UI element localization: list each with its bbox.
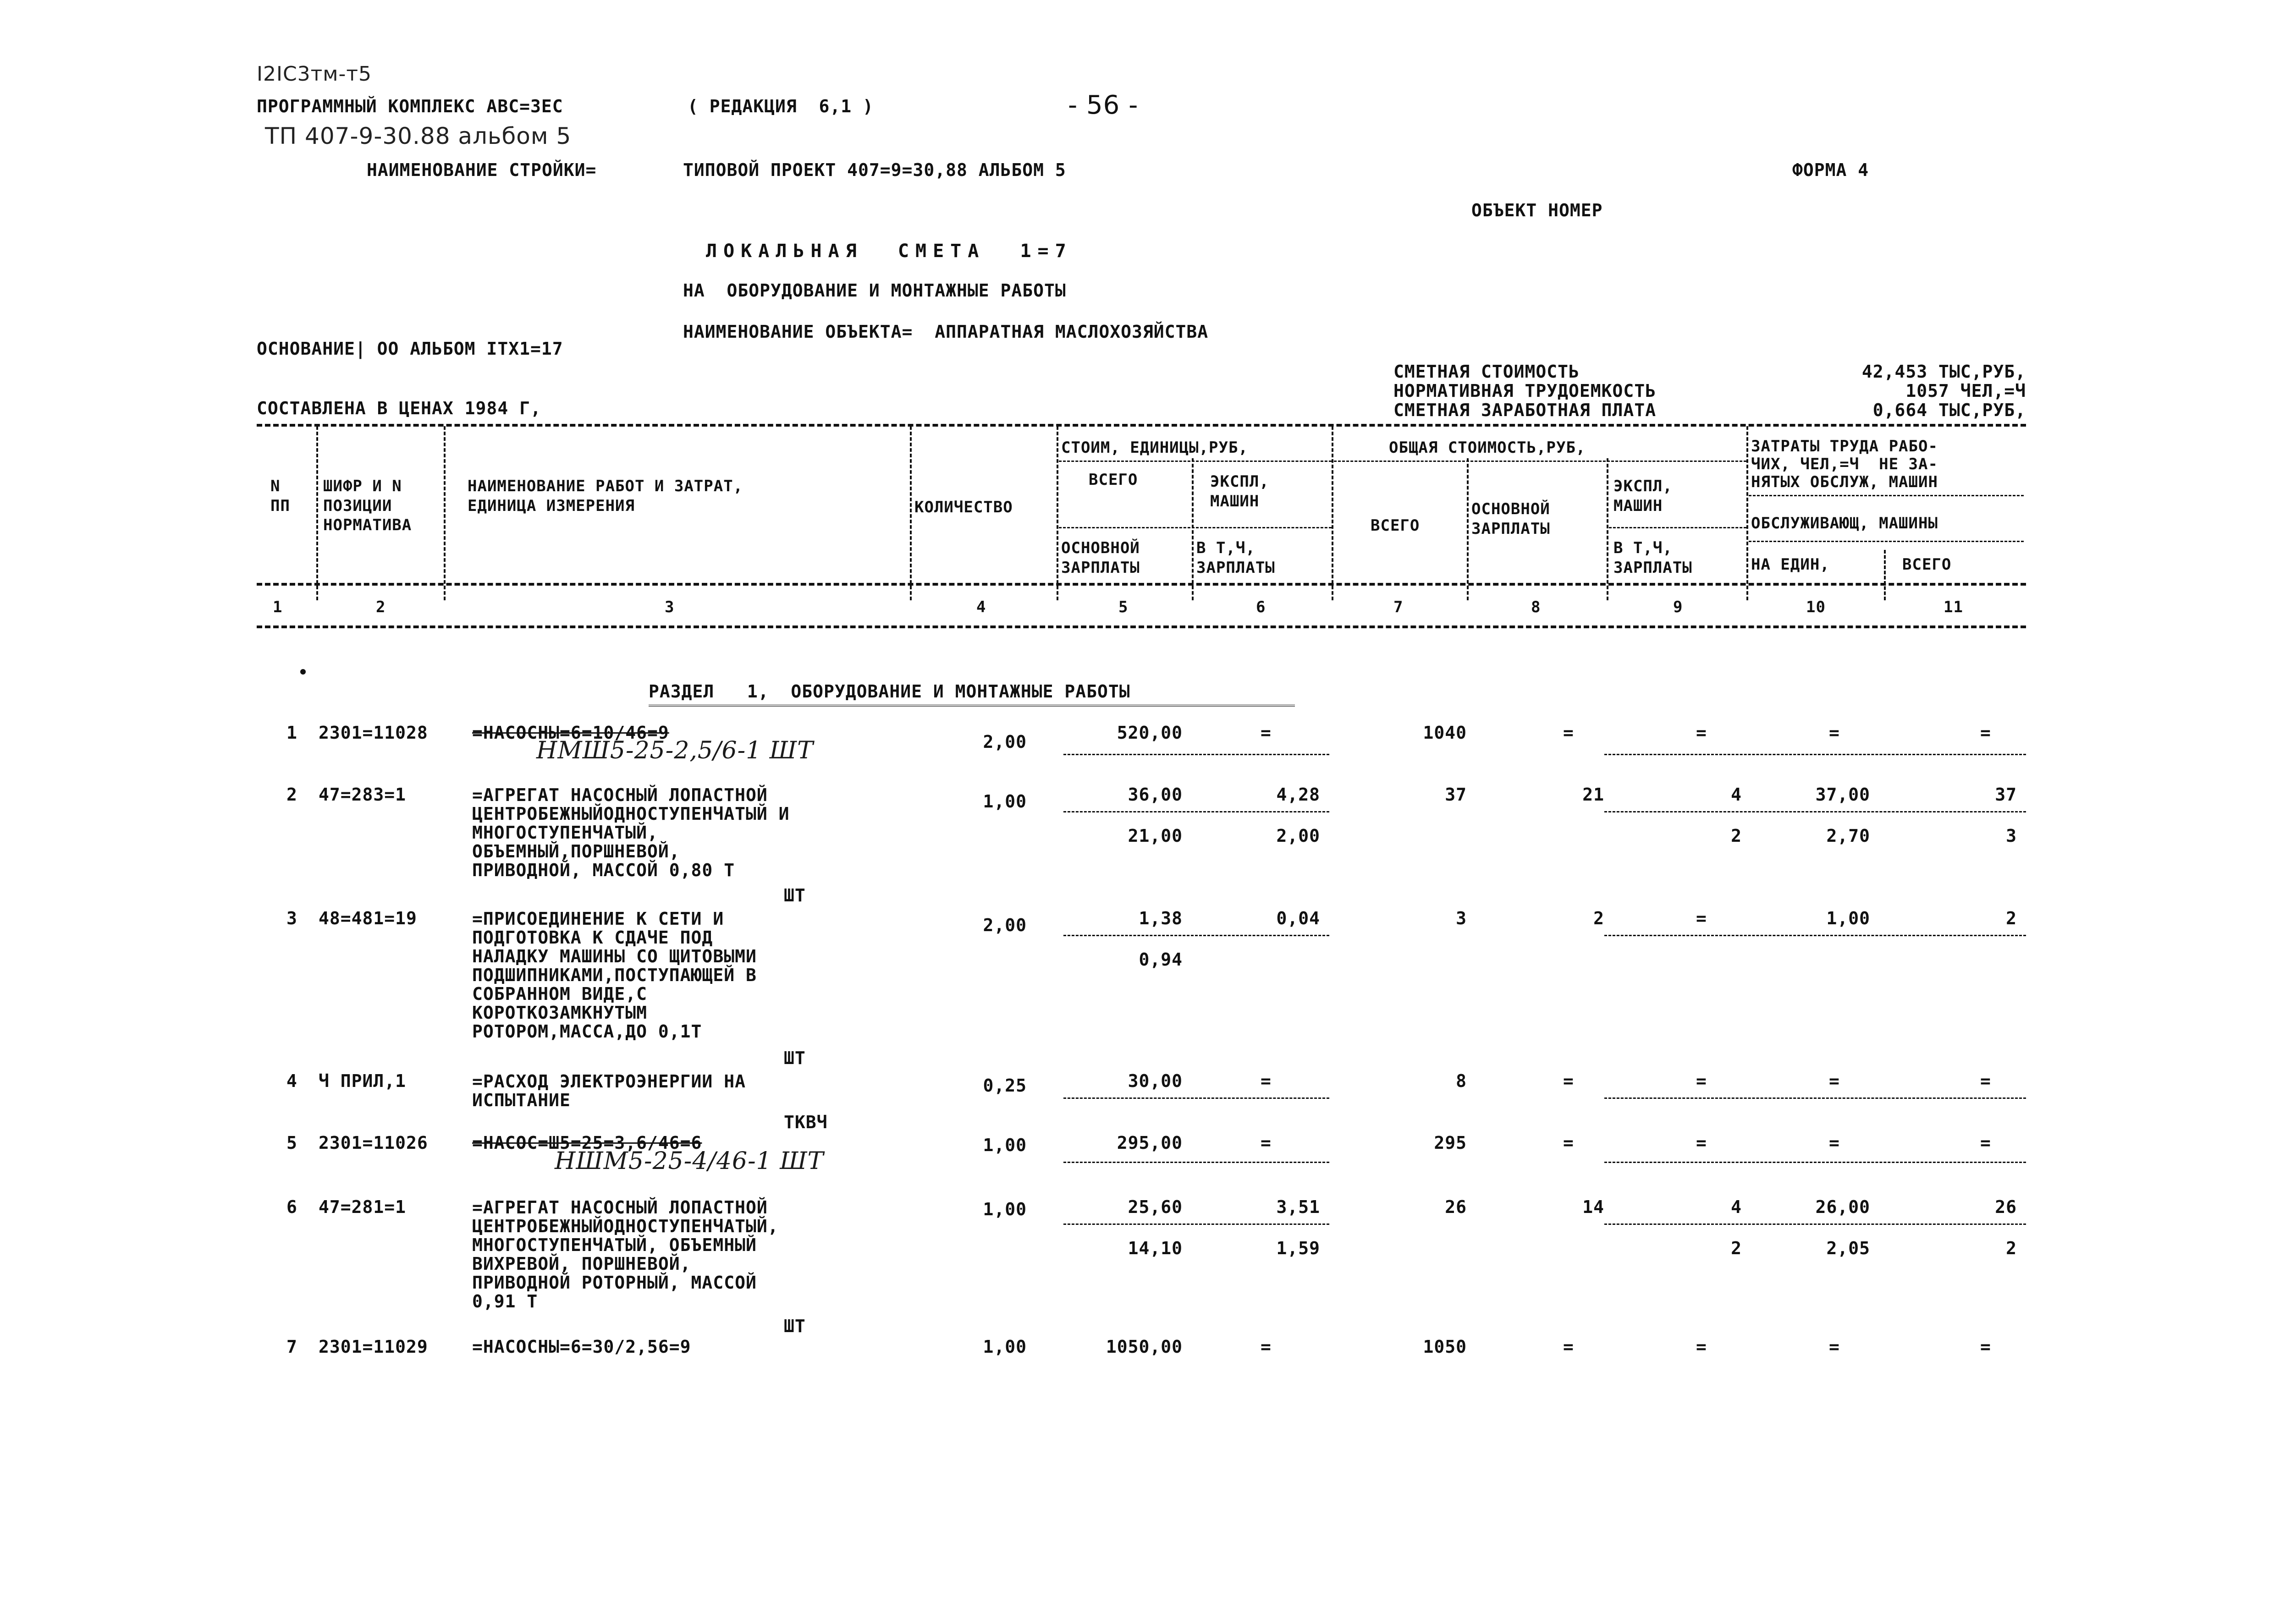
row-qty: 1,00 [983, 791, 1027, 812]
row-code: 2301=11028 [319, 723, 428, 743]
row-qty: 2,00 [983, 915, 1027, 935]
header-qty: КОЛИЧЕСТВО [914, 498, 1013, 516]
building-label: НАИМЕНОВАНИЕ СТРОЙКИ= [367, 160, 597, 180]
header-total-all: ВСЕГО [1371, 516, 1420, 535]
summary-label-salary: СМЕТНАЯ ЗАРАБОТНАЯ ПЛАТА [1393, 400, 1657, 420]
row-code: 47=281=1 [319, 1197, 407, 1217]
col-divider [1057, 426, 1058, 600]
colnum-bottom-border [257, 625, 2026, 628]
row-labor-total: 37 [1995, 785, 2017, 805]
row-total-salary: 2 [1593, 908, 1604, 928]
row-name: =НАСОСНЫ=6=10/46=9 [472, 723, 669, 743]
row-total-salary: = [1563, 1133, 1574, 1153]
col-divider [444, 426, 446, 600]
col-divider [1332, 426, 1333, 600]
summary-label-labor: НОРМАТИВНАЯ ТРУДОЕМКОСТЬ [1393, 381, 1657, 401]
row-total-salary: 14 [1582, 1197, 1604, 1217]
col-number: 7 [1393, 598, 1404, 616]
header-rule [1609, 527, 1746, 528]
row-labor-unit: 26,00 [1815, 1197, 1870, 1217]
header-unit-base-salary: ОСНОВНОЙ ЗАРПЛАТЫ [1061, 539, 1140, 577]
header-unit-expl: ЭКСПЛ, МАШИН [1210, 472, 1269, 510]
project-handwritten: ТП 407-9-30.88 альбом 5 [265, 123, 572, 149]
col-divider [1746, 426, 1748, 600]
header-rule [1334, 461, 1746, 462]
row-total-expl: 4 [1731, 785, 1742, 805]
row-separator [1604, 754, 2026, 755]
col-number: 9 [1673, 598, 1683, 616]
row-qty: 1,00 [983, 1337, 1027, 1357]
summary-label-cost: СМЕТНАЯ СТОИМОСТЬ [1393, 362, 1580, 382]
row-labor-total-machines: 3 [2006, 826, 2017, 846]
row-qty: 1,00 [983, 1199, 1027, 1219]
section-underline [649, 705, 1295, 707]
header-rule [1749, 495, 2024, 496]
row-labor-total: = [1980, 723, 1991, 743]
header-unit-incl-salary: В Т,Ч, ЗАРПЛАТЫ [1196, 539, 1275, 577]
row-name: =НАСОС=Ш5=25=3,6/46=6 [472, 1133, 702, 1153]
row-number: 6 [286, 1197, 297, 1217]
row-number: 7 [286, 1337, 297, 1357]
row-name: =НАСОСНЫ=6=30/2,56=9 [472, 1337, 691, 1357]
header-labor-machines: ОБСЛУЖИВАЮЩ, МАШИНЫ [1751, 514, 1938, 532]
col-divider [316, 426, 318, 600]
summary-value-cost: 42,453 ТЫС,РУБ, [1861, 362, 2026, 382]
row-total-expl: = [1696, 723, 1707, 743]
scan-mark [300, 669, 306, 675]
row-labor-unit: 37,00 [1815, 785, 1870, 805]
col-number: 11 [1944, 598, 1963, 616]
col-number: 2 [376, 598, 386, 616]
row-unit-base-salary: 14,10 [1128, 1238, 1183, 1258]
row-qty: 2,00 [983, 732, 1027, 752]
header-labor-total: ВСЕГО [1902, 555, 1952, 574]
header-rule [1749, 541, 2024, 542]
summary-value-salary: 0,664 ТЫС,РУБ, [1872, 400, 2026, 420]
row-unit-expl: 3,51 [1276, 1197, 1320, 1217]
col-number: 1 [273, 598, 283, 616]
row-labor-total: = [1980, 1133, 1991, 1153]
header-npp: N ПП [270, 477, 290, 515]
form-label: ФОРМА 4 [1792, 160, 1869, 180]
header-total-incl-salary: В Т,Ч, ЗАРПЛАТЫ [1613, 539, 1692, 577]
prices-label: СОСТАВЛЕНА В ЦЕНАХ 1984 Г, [257, 398, 541, 418]
row-code: Ч ПРИЛ,1 [319, 1071, 407, 1091]
row-labor-unit-machines: 2,05 [1826, 1238, 1870, 1258]
row-unit-base-salary: 0,94 [1139, 949, 1183, 970]
row-separator [1063, 754, 1329, 755]
row-separator [1604, 1162, 2026, 1163]
header-name: НАИМЕНОВАНИЕ РАБОТ И ЗАТРАТ, ЕДИНИЦА ИЗМЕРЕНИЯ [468, 477, 743, 515]
header-rule [1059, 527, 1332, 528]
row-number: 4 [286, 1071, 297, 1091]
row-total: 295 [1434, 1133, 1467, 1153]
row-total-expl: 4 [1731, 1197, 1742, 1217]
row-total-expl: = [1696, 1337, 1707, 1357]
row-qty: 1,00 [983, 1135, 1027, 1155]
col-divider [1467, 458, 1469, 600]
row-name: =ПРИСОЕДИНЕНИЕ К СЕТИ И ПОДГОТОВКА К СДАЧЕ ПОД НАЛАДКУ МАШИНЫ СО ЩИТОВЫМИ ПОДШИПНИКАМИ,ПОСТУПАЮЩЕЙ В СОБРАННОМ ВИДЕ,С КОРОТКОЗАМКНУТЫМ РОТОРОМ,МАССА,ДО 0,1Т [472, 909, 757, 1042]
row-code: 2301=11026 [319, 1133, 428, 1153]
row-separator [1604, 935, 2026, 936]
row-labor-total: = [1980, 1071, 1991, 1091]
header-unit-total: ВСЕГО [1089, 471, 1138, 489]
row-name: =АГРЕГАТ НАСОСНЫЙ ЛОПАСТНОЙ ЦЕНТРОБЕЖНЫЙОДНОСТУПЕНЧАТЫЙ, МНОГОСТУПЕНЧАТЫЙ, ОБЪЕМНЫЙ ВИХРЕВОЙ, ПОРШНЕВОЙ, ПРИВОДНОЙ РОТОРНЫЙ, МАССОЙ 0,91 Т [472, 1197, 779, 1312]
header-bottom-border [257, 583, 2026, 586]
row-unit: ТКВЧ [784, 1112, 828, 1132]
row-code: 48=481=19 [319, 908, 417, 928]
col-number: 6 [1256, 598, 1266, 616]
row-unit: ШТ [784, 1316, 806, 1336]
row-labor-unit: = [1829, 1337, 1840, 1357]
row-total-expl: = [1696, 908, 1707, 928]
header-labor: ЗАТРАТЫ ТРУДА РАБО- ЧИХ, ЧЕЛ,=Ч НЕ ЗА- НЯТЫХ ОБСЛУЖ, МАШИН [1751, 437, 1938, 492]
row-separator [1063, 935, 1329, 936]
col-number: 4 [976, 598, 986, 616]
row-unit-total: 36,00 [1128, 785, 1183, 805]
row-total-incl-salary: 2 [1731, 826, 1742, 846]
header-rule [1059, 461, 1332, 462]
row-unit: ШТ [784, 885, 806, 905]
row-labor-unit: = [1829, 1071, 1840, 1091]
row-unit-total: 1,38 [1139, 908, 1183, 928]
row-labor-unit: 1,00 [1826, 908, 1870, 928]
row-unit-total: 30,00 [1128, 1071, 1183, 1091]
edition-label: ( РЕДАКЦИЯ 6,1 ) [688, 96, 874, 116]
row-number: 5 [286, 1133, 297, 1153]
row-unit-incl-salary: 2,00 [1276, 826, 1320, 846]
col-divider [1607, 458, 1608, 600]
row-total-salary: = [1563, 1071, 1574, 1091]
document-code: I2IC3тм-т5 [257, 62, 372, 86]
row-unit-total: 520,00 [1117, 723, 1183, 743]
row-unit-base-salary: 21,00 [1128, 826, 1183, 846]
row-total-salary: = [1563, 1337, 1574, 1357]
row-total-salary: 21 [1582, 785, 1604, 805]
header-total-expl: ЭКСПЛ, МАШИН [1613, 477, 1673, 515]
row-unit-expl: = [1261, 1071, 1272, 1091]
col-divider [1192, 458, 1194, 600]
row-labor-total: = [1980, 1337, 1991, 1357]
header-unit-cost: СТОИМ, ЕДИНИЦЫ,РУБ, [1061, 439, 1248, 457]
col-number: 10 [1806, 598, 1826, 616]
row-unit-expl: = [1261, 723, 1272, 743]
col-number: 3 [665, 598, 675, 616]
header-labor-per-unit: НА ЕДИН, [1751, 555, 1830, 574]
row-total-expl: = [1696, 1133, 1707, 1153]
row-unit-expl: 4,28 [1276, 785, 1320, 805]
row-unit-total: 25,60 [1128, 1197, 1183, 1217]
building-value: ТИПОВОЙ ПРОЕКТ 407=9=30,88 АЛЬБОМ 5 [683, 160, 1066, 180]
row-handwritten-correction: НШМ5-25-4/46-1 ШТ [555, 1147, 824, 1175]
row-total: 26 [1445, 1197, 1467, 1217]
basis-label: ОСНОВАНИЕ| ОО АЛЬБОМ ITX1=17 [257, 339, 563, 359]
row-total: 3 [1456, 908, 1467, 928]
row-unit-expl: 0,04 [1276, 908, 1320, 928]
row-code: 2301=11029 [319, 1337, 428, 1357]
section-title: РАЗДЕЛ 1, ОБОРУДОВАНИЕ И МОНТАЖНЫЕ РАБОТЫ [649, 681, 1130, 702]
row-separator [1604, 811, 2026, 812]
row-total: 1050 [1423, 1337, 1467, 1357]
estimate-subtitle: НА ОБОРУДОВАНИЕ И МОНТАЖНЫЕ РАБОТЫ [683, 280, 1066, 301]
row-labor-unit: = [1829, 723, 1840, 743]
row-unit-expl: = [1261, 1337, 1272, 1357]
row-unit-total: 295,00 [1117, 1133, 1183, 1153]
row-total-salary: = [1563, 723, 1574, 743]
row-unit-incl-salary: 1,59 [1276, 1238, 1320, 1258]
row-separator [1604, 1223, 2026, 1225]
row-labor-total: 2 [2006, 908, 2017, 928]
row-number: 2 [286, 785, 297, 805]
row-separator [1063, 1097, 1329, 1099]
estimate-title: ЛОКАЛЬНАЯ СМЕТА 1=7 [706, 241, 1073, 262]
row-labor-total: 26 [1995, 1197, 2017, 1217]
col-divider [910, 426, 912, 600]
page-number: - 56 - [1068, 90, 1139, 120]
row-total-expl: = [1696, 1071, 1707, 1091]
program-name: ПРОГРАММНЫЙ КОМПЛЕКС АВС=3ЕС [257, 96, 563, 116]
row-name: =АГРЕГАТ НАСОСНЫЙ ЛОПАСТНОЙ ЦЕНТРОБЕЖНЫЙОДНОСТУПЕНЧАТЫЙ И МНОГОСТУПЕНЧАТЫЙ, ОБЪЕМНЫЙ,ПОРШНЕВОЙ, ПРИВОДНОЙ, МАССОЙ 0,80 Т [472, 785, 790, 881]
row-separator [1604, 1097, 2026, 1099]
row-handwritten-correction: НМШ5-25-2,5/6-1 ШТ [536, 737, 814, 764]
table-top-border [257, 424, 2026, 427]
row-number: 1 [286, 723, 297, 743]
col-number: 8 [1531, 598, 1541, 616]
header-code: ШИФР И N ПОЗИЦИИ НОРМАТИВА [323, 477, 412, 534]
row-total: 37 [1445, 785, 1467, 805]
header-total-cost: ОБЩАЯ СТОИМОСТЬ,РУБ, [1389, 439, 1586, 457]
row-code: 47=283=1 [319, 785, 407, 805]
row-unit: ШТ [784, 1048, 806, 1068]
row-total: 8 [1456, 1071, 1467, 1091]
col-number: 5 [1118, 598, 1129, 616]
row-name: =РАСХОД ЭЛЕКТРОЭНЕРГИИ НА ИСПЫТАНИЕ [472, 1071, 746, 1111]
row-total: 1040 [1423, 723, 1467, 743]
row-total-incl-salary: 2 [1731, 1238, 1742, 1258]
object-name: НАИМЕНОВАНИЕ ОБЪЕКТА= АППАРАТНАЯ МАСЛОХОЗЯЙСТВА [683, 322, 1209, 342]
row-labor-total-machines: 2 [2006, 1238, 2017, 1258]
summary-value-labor: 1057 ЧЕЛ,=Ч [1905, 381, 2026, 401]
row-separator [1063, 1223, 1329, 1225]
row-separator [1063, 811, 1329, 812]
row-unit-expl: = [1261, 1133, 1272, 1153]
row-number: 3 [286, 908, 297, 928]
row-labor-unit: = [1829, 1133, 1840, 1153]
row-separator [1063, 1162, 1329, 1163]
row-qty: 0,25 [983, 1075, 1027, 1096]
header-total-base-salary: ОСНОВНОЙ ЗАРПЛАТЫ [1471, 500, 1550, 538]
row-unit-total: 1050,00 [1106, 1337, 1183, 1357]
col-divider [1884, 550, 1886, 600]
row-labor-unit-machines: 2,70 [1826, 826, 1870, 846]
object-number-label: ОБЪЕКТ НОМЕР [1471, 200, 1603, 220]
